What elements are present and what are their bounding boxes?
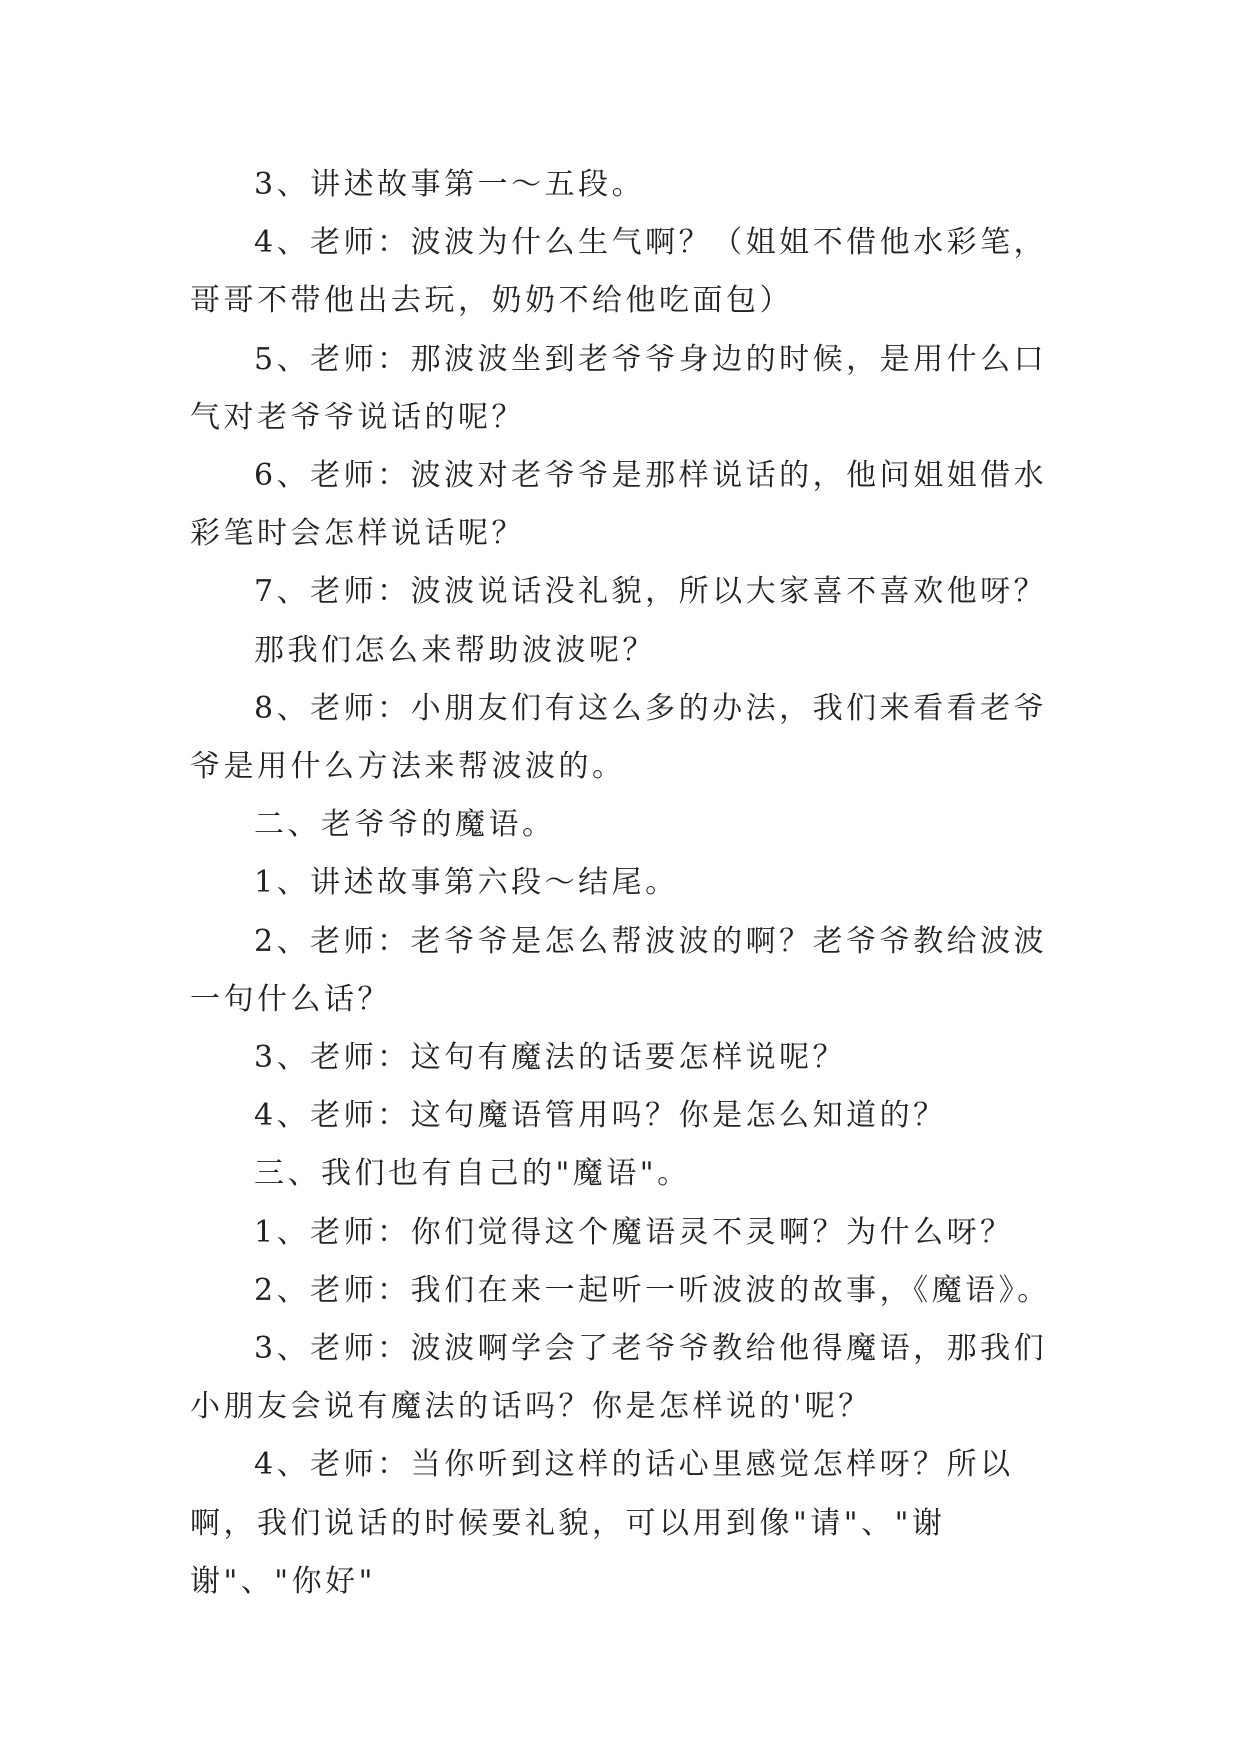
- paragraph: 5、老师：那波波坐到老爷爷身边的时候，是用什么口气对老爷爷说话的呢？: [190, 341, 1048, 435]
- paragraph: 2、老师：老爷爷是怎么帮波波的啊？老爷爷教给波波一句什么话？: [190, 923, 1048, 1017]
- paragraph: 那我们怎么来帮助波波呢？: [254, 632, 656, 668]
- paragraph: 1、讲述故事第六段～结尾。: [254, 865, 679, 901]
- paragraph: 1、老师：你们觉得这个魔语灵不灵啊？为什么呀？: [254, 1214, 1014, 1250]
- paragraph: 2、老师：我们在来一起听一听波波的故事，《魔语》。: [254, 1272, 1051, 1308]
- section-heading: 二、老爷爷的魔语。: [254, 807, 556, 843]
- paragraph: 3、讲述故事第一～五段。: [254, 167, 646, 202]
- paragraph: 3、老师：这句有魔法的话要怎样说呢？: [254, 1040, 847, 1076]
- paragraph: 8、老师：小朋友们有这么多的办法，我们来看看老爷爷是用什么方法来帮波波的。: [190, 690, 1048, 785]
- paragraph: 4、老师：这句魔语管用吗？你是怎么知道的？: [254, 1098, 947, 1134]
- paragraph: 7、老师：波波说话没礼貌，所以大家喜不喜欢他呀？: [254, 574, 1048, 610]
- paragraph: 4、老师：波波为什么生气啊？（姐姐不借他水彩笔，哥哥不带他出去玩，奶奶不给他吃面包）: [190, 225, 1048, 319]
- paragraph: 4、老师：当你听到这样的话心里感觉怎样呀？所以啊，我们说话的时候要礼貌，可以用到像"请"、"谢谢"、"你好": [190, 1447, 1014, 1599]
- document-body: [190, 156, 1070, 1611]
- paragraph: 6、老师：波波对老爷爷是那样说话的，他问姐姐借水彩笔时会怎样说话呢？: [190, 458, 1048, 552]
- paragraph: 3、老师：波波啊学会了老爷爷教给他得魔语，那我们小朋友会说有魔法的话吗？你是怎样说的'呢？: [190, 1331, 1048, 1425]
- section-heading: 三、我们也有自己的"魔语"。: [254, 1156, 691, 1192]
